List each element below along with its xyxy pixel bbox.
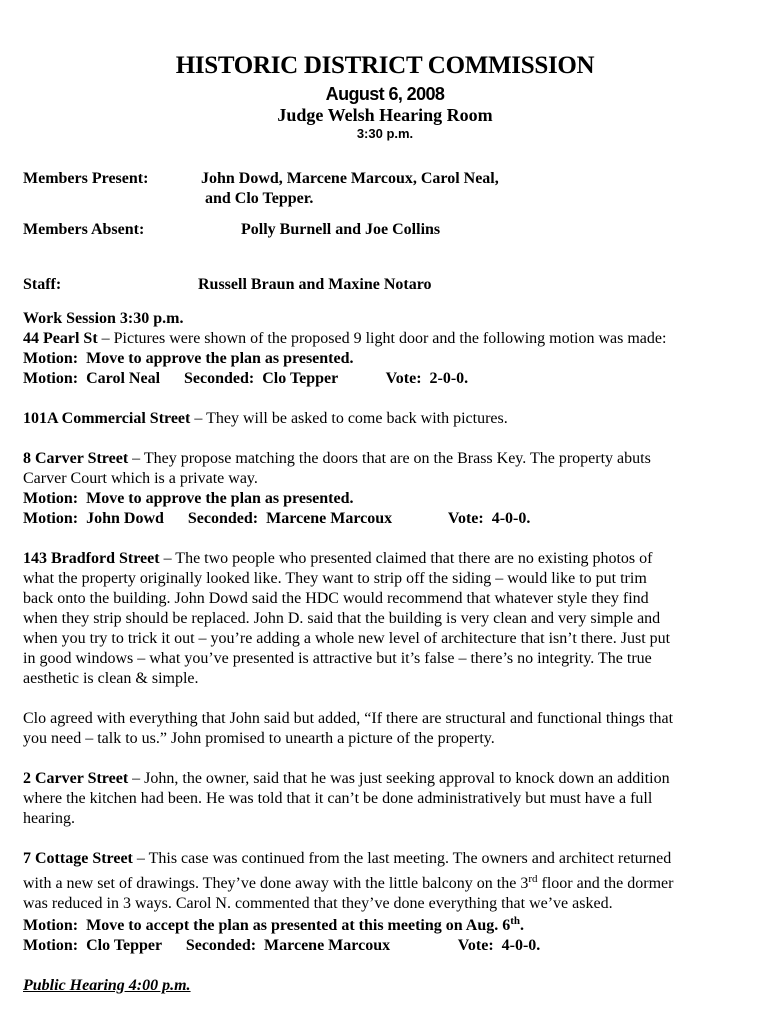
cottage-motion-a: Motion: Move to accept the plan as presented at this meeting on Aug. 6 [23,917,511,934]
bradford-line: back onto the building. John Dowd said the HDC would recommend that whatever style they find [23,590,649,607]
carver2-text1: – John, the owner, said that he was just seeking approval to knock down an addition [128,770,670,787]
carver2-line: where the kitchen had been. He was told that it can’t be done administratively but must have a full [23,790,653,807]
cottage-text1: – This case was continued from the last meeting. The owners and architect returned [132,850,672,867]
cottage-vote: Motion: Clo Tepper Seconded: Marcene Marcoux Vote: 4-0-0. [23,937,541,954]
bradford-line: in good windows – what you’ve presented is attractive but it’s false – there’s no integrity. The true [23,650,652,667]
carver8-text1: – They propose matching the doors that are on the Brass Key. The property abuts [128,450,651,467]
commercial-heading: 101A Commercial Street [23,410,191,427]
pearl-motion: Motion: Move to approve the plan as presented. [23,350,354,367]
cottage-motion [23,916,753,936]
members-absent-value: Polly Burnell and Joe Collins [241,221,441,238]
meeting-date: August 6, 2008 [325,84,445,104]
bradford-line: when you try to trick it out – you’re adding a whole new level of architecture that isn’t there. Just put [23,630,671,647]
staff-value: Russell Braun and Maxine Notaro [198,276,432,293]
members-absent-label: Members Absent: [23,221,145,238]
carver8-heading: 8 Carver Street [23,450,129,467]
pearl-vote: Motion: Carol Neal Seconded: Clo Tepper Vote: 2-0-0. [23,370,469,387]
carver2-heading: 2 Carver Street [23,770,129,787]
pearl-heading: 44 Pearl St [23,330,98,347]
minutes-body [23,309,753,996]
pearl-paragraph [23,329,753,349]
members-present-line2: and Clo Tepper. [205,190,314,207]
public-hearing-line [23,976,753,996]
carver8-text2: Carver Court which is a private way. [23,470,258,487]
members-present-label: Members Present: [23,170,149,187]
cottage-motion-b: . [520,917,525,934]
bradford-heading: 143 Bradford Street [23,550,160,567]
carver8-vote: Motion: John Dowd Seconded: Marcene Marcoux Vote: 4-0-0. [23,510,531,527]
bradford-line: aesthetic is clean & simple. [23,670,199,687]
meeting-room: Judge Welsh Hearing Room [277,105,493,125]
cottage-text2sup: rd [528,873,538,885]
cottage-heading: 7 Cottage Street [23,850,133,867]
carver8-motion: Motion: Move to approve the plan as presented. [23,490,354,507]
cottage-motion-sup: th [510,915,521,927]
cottage-line2 [23,874,753,894]
bradford-text1: – The two people who presented claimed that there are no existing photos of [159,550,653,567]
work-session-heading: Work Session 3:30 p.m. [23,310,184,327]
clo-line: you need – talk to us.” John promised to unearth a picture of the property. [23,730,495,747]
commercial-paragraph [23,409,753,429]
carver2-line: hearing. [23,810,75,827]
carver2-paragraph [23,769,753,789]
bradford-line: what the property originally looked like. They want to strip off the siding – would like to put trim [23,570,647,587]
cottage-paragraph [23,849,753,869]
carver8-paragraph [23,449,753,469]
pearl-text: – Pictures were shown of the proposed 9 light door and the following motion was made: [97,330,667,347]
clo-line: Clo agreed with everything that John said but added, “If there are structural and functional things that [23,710,674,727]
meeting-time: 3:30 p.m. [356,126,414,141]
public-hearing-heading: Public Hearing 4:00 p.m. [23,977,191,994]
page-title: HISTORIC DISTRICT COMMISSION [175,52,595,79]
staff-label: Staff: [23,276,62,293]
cottage-text2b: floor and the dormer [537,875,674,892]
bradford-paragraph [23,549,753,569]
members-present-line1: John Dowd, Marcene Marcoux, Carol Neal, [201,170,499,187]
cottage-text2a: with a new set of drawings. They’ve done away with the little balcony on the 3 [23,875,529,892]
bradford-line: when they strip should be replaced. John D. said that the building is very clean and very simple and [23,610,661,627]
cottage-text3: was reduced in 3 ways. Carol N. commented that they’ve done everything that we’ve asked. [23,895,613,912]
commercial-text: – They will be asked to come back with pictures. [190,410,508,427]
